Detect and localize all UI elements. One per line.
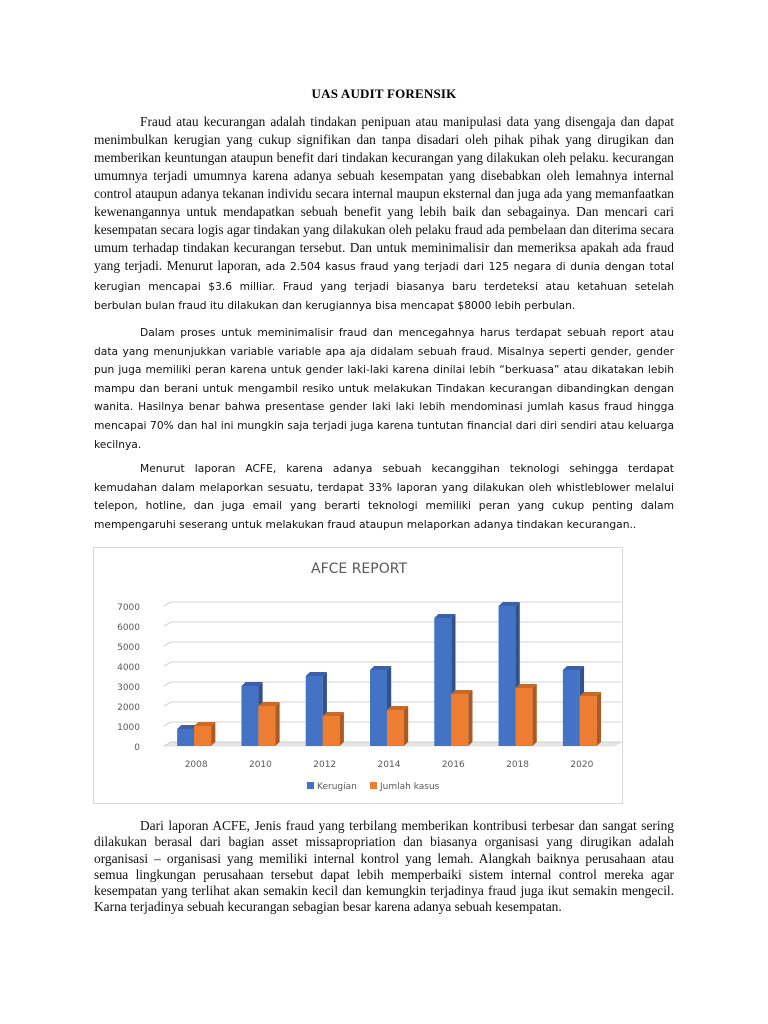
- chart-gridline-side: [164, 662, 171, 666]
- document-title: UAS AUDIT FORENSIK: [311, 86, 457, 101]
- paragraph-conclusion: Dari laporan ACFE, Jenis fraud yang terbilang memberikan kontribusi terbesar dan sangat sering dilakukan berasal dari bagian asset missapropriation dan biasanya organisasi yang dirugikan adalah organisasi – organisasi yang memiliki internal kontrol yang lemah. Alangkah baiknya perusahaan atau semua lingkungan perusahaan tersebut dapat lebih memperbaiki sistem internal control mereka agar kesempatan yang terlihat akan semakin kecil dan kemungkin terjadinya fraud juga ikut semakin mengecil. Karna terjadinya sebuah kecurangan sebagian besar karena adanya sebuah kesempatan.: [94, 818, 674, 915]
- chart-bar-side: [597, 692, 601, 746]
- chart-bar-jumlah-kasus: [387, 710, 404, 746]
- chart-bar-kerugian: [499, 606, 516, 746]
- paragraph-gender: Dalam proses untuk meminimalisir fraud dan mencegahnya harus terdapat sebuah report atau data yang menunjukkan variable variable apa aja didalam sebuah fraud. Misalnya seperti gender, gender pun juga memiliki peran karena untuk gender laki-laki karena dinilai lebih “berkuasa” atau dikatakan lebih mampu dan berani untuk mengambil resiko untuk melakukan Tindakan kecurangan dibandingkan dengan wanita. Hasilnya benar bahwa presentase gender laki laki lebih mendominasi jumlah kasus fraud hingga mencapai 70% dan hal ini mungkin saja terjadi juga karena tuntutan financial dari diri sendiri atau keluarga kecilnya.: [94, 326, 674, 451]
- chart-title: AFCE REPORT: [311, 561, 407, 577]
- afce-report-chart: [93, 547, 623, 804]
- paragraph-intro-serif-text: Fraud atau kecurangan adalah tindakan penipuan atau manipulasi data yang disengaja dan dapat menimbulkan kerugian yang cukup signifikan dan tanpa disadari oleh pihak pihak yang dirugikan dan memberikan keuntungan ataupun benefit dari tindakan kecurangan yang dilakukan oleh pelaku. kecurangan umumnya terjadi umumnya karena adanya sebuah kesempatan yang disebabkan oleh lemahnya internal control ataupun adanya tekanan individu secara internal maupun eksternal dan juga ada yang memanfaatkan kewenangannya untuk mendapatkan sebuah benefit yang lebih baik dan sebagainya. Dan mencari cari kesempatan secara logis agar tindakan yang dilakukan oleh pelaku fraud ada pembelaan dan diterima secara umum terhadap tindakan kecurangan tersebut. Dan untuk meminimalisir dan memeriksa apakah ada fraud yang terjadi. Menurut laporan,: [94, 114, 674, 273]
- chart-y-tick-label: 2000: [117, 703, 140, 713]
- chart-bar-side: [211, 722, 215, 746]
- chart-bar-kerugian: [434, 618, 451, 746]
- chart-bar-jumlah-kasus: [258, 706, 275, 746]
- chart-svg: [94, 548, 624, 805]
- chart-gridline-side: [164, 722, 171, 726]
- chart-y-tick-label: 6000: [117, 623, 140, 633]
- chart-bar-side: [275, 702, 279, 746]
- chart-gridline-side: [164, 622, 171, 626]
- chart-bar-jumlah-kasus: [194, 726, 211, 746]
- chart-bar-side: [468, 690, 472, 746]
- chart-gridline-side: [164, 702, 171, 706]
- chart-y-tick-label: 4000: [117, 663, 140, 673]
- chart-bar-kerugian: [370, 670, 387, 746]
- chart-x-tick-label: 2008: [184, 760, 208, 770]
- chart-y-tick-label: 3000: [117, 683, 140, 693]
- chart-bar-jumlah-kasus: [516, 688, 533, 746]
- paragraph-technology: Menurut laporan ACFE, karena adanya sebuah kecanggihan teknologi sehingga terdapat kemudahan dalam melaporkan sesuatu, terdapat 33% laporan yang dilakukan oleh whistleblower melalui telepon, hotline, dan juga email yang berarti teknologi memiliki peran yang cukup penting dalam mempengaruhi seserang untuk melakukan fraud ataupun melaporkan adanya tindakan kecurangan..: [94, 462, 674, 531]
- chart-x-tick-label: 2016: [441, 760, 465, 770]
- chart-y-tick-label: 0: [134, 743, 140, 753]
- chart-bar-jumlah-kasus: [451, 694, 468, 746]
- chart-bar-kerugian: [241, 686, 258, 746]
- chart-legend-swatch: [307, 782, 314, 789]
- chart-y-tick-label: 1000: [117, 723, 140, 733]
- chart-gridline-side: [164, 602, 171, 606]
- paragraph-intro: [94, 113, 674, 316]
- chart-bar-jumlah-kasus: [580, 696, 597, 746]
- chart-bar-kerugian: [177, 729, 194, 746]
- chart-legend-swatch: [370, 782, 377, 789]
- chart-y-tick-label: 7000: [117, 603, 140, 613]
- chart-bar-kerugian: [306, 676, 323, 746]
- chart-gridline-side: [164, 682, 171, 686]
- paragraph-intro-sans-text: ada 2.504 kasus fraud yang terjadi dari 125 negara di dunia dengan total kerugian mencapai $3.6 milliar. Fraud yang terjadi biasanya baru terdeteksi atau ketahuan setelah berbulan bulan fraud itu dilakukan dan kerugiannya bisa mencapat $8000 lebih perbulan.: [94, 260, 674, 313]
- chart-x-tick-label: 2014: [377, 760, 401, 770]
- chart-bar-jumlah-kasus: [323, 716, 340, 746]
- chart-bar-side: [533, 684, 537, 746]
- chart-x-tick-label: 2020: [570, 760, 594, 770]
- chart-bar-side: [404, 706, 408, 746]
- chart-y-tick-label: 5000: [117, 643, 140, 653]
- chart-x-tick-label: 2018: [506, 760, 530, 770]
- chart-bar-kerugian: [563, 670, 580, 746]
- chart-gridline-side: [164, 642, 171, 646]
- chart-legend-label: Kerugian: [317, 782, 357, 792]
- chart-bar-side: [340, 712, 344, 746]
- chart-x-tick-label: 2012: [313, 760, 337, 770]
- chart-legend-label: Jumlah kasus: [380, 782, 440, 792]
- chart-x-tick-label: 2010: [248, 760, 272, 770]
